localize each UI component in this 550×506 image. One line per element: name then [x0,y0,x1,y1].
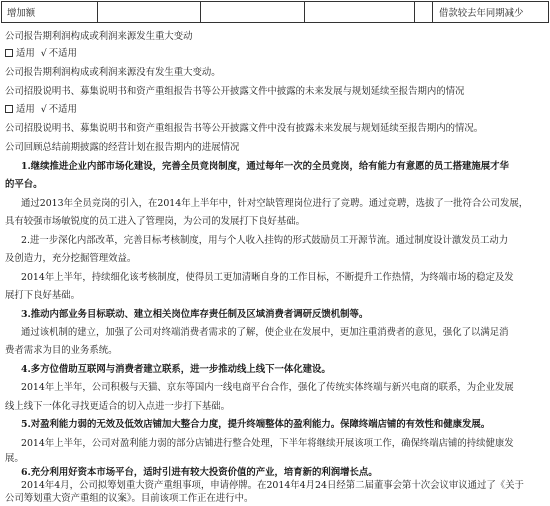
paragraph-line: 4.多方位借助互联网与消费者建立联系，进一步推动线上线下一体化建设。 [21,364,331,375]
paragraph-line: 1.继续推进企业内部市场化建设，完善全员竞岗制度，通过每年一次的全员竞岗，给有能力有意愿的员工搭建施展才华 [21,161,509,172]
checkbox-empty-icon [5,49,13,57]
checkmark-icon: √ [40,104,47,115]
table-cell [305,2,415,23]
paragraph-line: 2014年上半年，公司积极与天猫、京东等国内一线电商平台合作，强化了传统实体终端与新兴电商的联系，为企业发展 [21,382,514,393]
option-applicable: 适用 [16,104,35,115]
checkbox-empty-icon [5,105,13,113]
paragraph-line: 展打下良好基础。 [5,290,81,301]
table-cell [201,2,305,23]
paragraph-line: 2014年上半年，公司对盈利能力弱的部分店铺进行整合处理，下半年将继续开展该项工作，确保终端店铺的持续健康发 [21,438,514,449]
table-cell-reason: 借款较去年同期减少 [433,2,549,23]
paragraph-line: 的平台。 [5,179,43,190]
table-cell [415,2,433,23]
section-heading-profit-change: 公司报告期利润构成或利润来源发生重大变动 [5,31,193,42]
paragraph-line: 3.推动内部业务目标联动、建立相关岗位库存责任制及区域消费者调研反馈机制等。 [21,309,369,320]
applicability-row-2 [5,103,546,116]
paragraph-line: 6.充分利用好资本市场平台，适时引进有较大投资价值的产业，培育新的利润增长点。 [21,467,378,478]
paragraph-line: 具有较强市场敏锐度的员工进入了管理岗，为公司的发展打下良好基础。 [5,216,306,227]
option-not-applicable: 不适用 [48,48,77,59]
statement-profit-change: 公司报告期利润构成或利润来源没有发生重大变动。 [5,67,221,78]
checkmark-icon: √ [40,48,47,59]
paragraph-line: 公司筹划重大资产重组的议案》。目前该项工作正在进行中。 [5,493,254,504]
paragraph-line: 2.进一步深化内部改革，完善目标考核制度，用与个人收入挂钩的形式鼓励员工开源节流。通过制度设计激发员工动力 [21,235,509,246]
paragraph-line: 5.对盈利能力弱的无效及低效店铺加大整合力度，提升终端整体的盈利能力。保障终端店铺的有效性和健康发展。 [21,419,491,430]
paragraph-line: 展。 [5,453,24,464]
financial-table-row [1,1,549,23]
paragraph-line: 2014年上半年，持续细化该考核制度，使得员工更加清晰自身的工作目标，不断提升工作热情，为终端市场的稳定及发 [21,272,514,283]
paragraph-line: 通过该机制的建立，加强了公司对终端消费者需求的了解，使企业在发展中，更加注重消费者的意见，强化了以满足消 [21,327,509,338]
option-applicable: 适用 [16,48,35,59]
paragraph-line: 及创造力，充分挖掘管理效益。 [5,253,137,264]
paragraph-line: 线上线下一体化寻找更适合的切入点进一步打下基础。 [5,401,231,412]
statement-future-plans: 公司招股说明书、募集说明书和资产重组报告书等公开披露文件中没有披露未来发展与规划延续至报告期内的情况。 [5,123,484,134]
table-cell-label: 增加额 [2,2,98,23]
table-cell [98,2,201,23]
paragraph-line: 2014年4月，公司拟筹划重大资产重组事项，申请停牌。在2014年4月24日经第二届董事会第十次会议审议通过了《关于 [21,480,524,491]
table-row [2,2,549,23]
section-heading-plan-progress: 公司回顾总结前期披露的经营计划在报告期内的进展情况 [5,142,240,153]
paragraph-line: 通过2013年全员竞岗的引入，在2014年上半年中，针对空缺管理岗位进行了竞聘。通过竞聘，选拔了一批符合公司发展， [21,198,529,209]
option-not-applicable: 不适用 [48,104,77,115]
section-heading-future-plans: 公司招股说明书、募集说明书和资产重组报告书等公开披露文件中披露的未来发展与规划延续至报告期内的情况 [5,86,465,97]
applicability-row-1 [5,47,546,60]
paragraph-line: 费者需求为目的业务系统。 [5,345,118,356]
